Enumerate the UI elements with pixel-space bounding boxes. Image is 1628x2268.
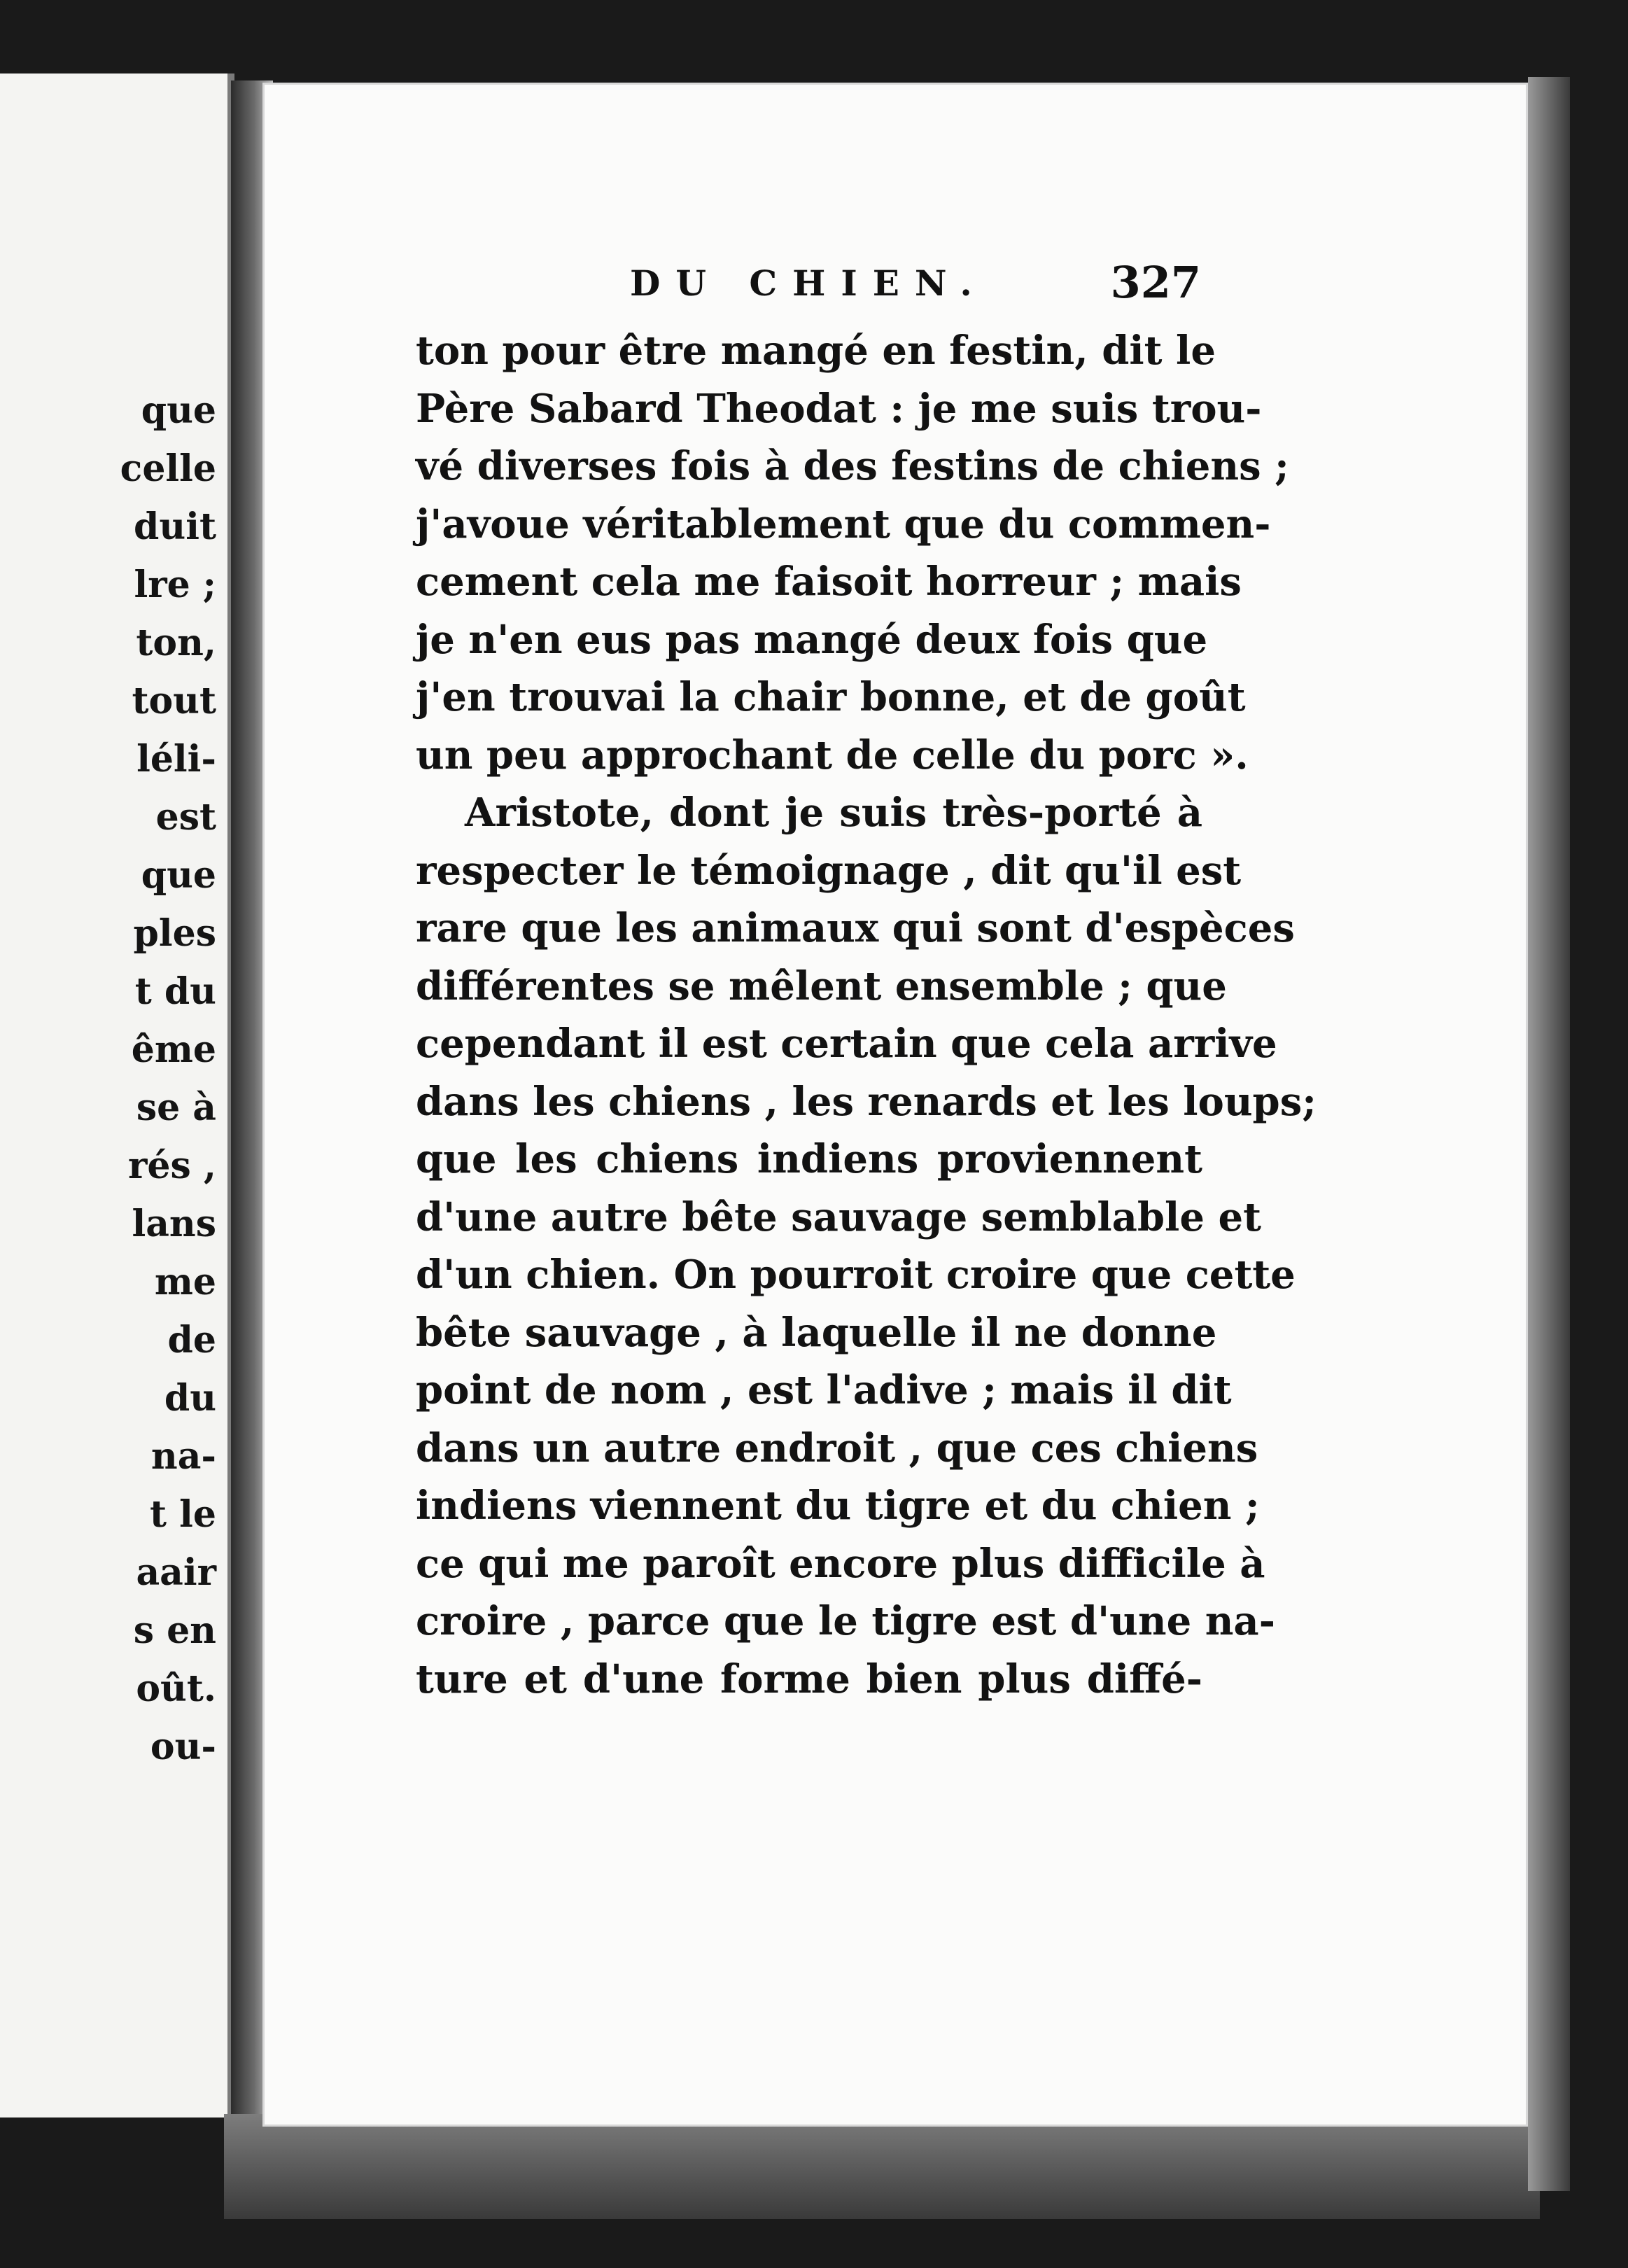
left-page-line-fragment: aair	[136, 1551, 216, 1594]
text-line: indiens viennent du tigre et du chien ;	[416, 1483, 1260, 1529]
text-line: dans les chiens , les renards et les loups;	[416, 1078, 1317, 1125]
text-line: d'une autre bête sauvage semblable et	[416, 1194, 1261, 1240]
page-number: 327	[1110, 257, 1201, 308]
left-page-line-fragment: ou-	[150, 1726, 216, 1768]
running-head	[420, 257, 1201, 318]
left-page-line-fragment: ême	[131, 1028, 216, 1071]
text-line: rare que les animaux qui sont d'espèces	[416, 905, 1295, 951]
left-page-line-fragment: t le	[150, 1493, 216, 1536]
text-line: différentes se mêlent ensemble ; que	[416, 962, 1227, 1009]
body-text	[416, 322, 1317, 1708]
left-facing-page	[0, 74, 234, 2118]
text-line: bête sauvage , à laquelle il ne donne	[416, 1309, 1217, 1356]
text-line: dans un autre endroit , que ces chiens	[416, 1424, 1258, 1471]
text-line: j'avoue véritablement que du commen-	[416, 500, 1271, 547]
left-page-line-fragment: lans	[132, 1203, 216, 1245]
left-page-line-fragment: est	[155, 796, 216, 839]
left-page-line-fragment: tout	[132, 680, 216, 722]
text-line: vé diverses fois à des festins de chiens ;	[416, 443, 1289, 489]
text-line: cependant il est certain que cela arrive	[416, 1021, 1277, 1067]
left-page-line-fragment: léli-	[136, 738, 216, 780]
running-title: DU CHIEN.	[630, 262, 988, 304]
text-line: Aristote, dont je suis très-porté à	[465, 790, 1202, 836]
left-page-line-fragment: celle	[120, 447, 216, 490]
left-page-line-fragment: s en	[133, 1609, 216, 1652]
left-page-line-fragment: na-	[150, 1435, 216, 1478]
text-line: respecter le témoignage , dit qu'il est	[416, 847, 1242, 894]
left-page-line-fragment: t du	[134, 970, 216, 1013]
page-right-edge	[1528, 77, 1570, 2191]
text-line: cement cela me faisoit horreur ; mais	[416, 559, 1242, 605]
text-line: croire , parce que le tigre est d'une na-	[416, 1598, 1275, 1644]
text-line: un peu approchant de celle du porc ».	[416, 732, 1249, 778]
left-page-line-fragment: du	[164, 1377, 216, 1420]
left-page-line-fragment: me	[154, 1261, 216, 1303]
text-line: que les chiens indiens proviennent	[416, 1136, 1202, 1182]
left-page-line-fragment: de	[167, 1319, 216, 1362]
text-line: ce qui me paroît encore plus difficile à	[416, 1540, 1265, 1587]
text-line: d'un chien. On pourroit croire que cette	[416, 1252, 1296, 1298]
left-page-line-fragment: que	[141, 854, 216, 897]
left-page-line-fragment: rés ,	[128, 1144, 216, 1187]
left-page-line-fragment: ton,	[136, 622, 216, 664]
text-line: ton pour être mangé en festin, dit le	[416, 328, 1216, 374]
text-line: je n'en eus pas mangé deux fois que	[416, 616, 1208, 663]
left-page-line-fragment: se à	[136, 1086, 216, 1129]
text-line: j'en trouvai la chair bonne, et de goût	[416, 674, 1246, 720]
left-page-line-fragment: oût.	[136, 1667, 216, 1710]
page-bottom-edge	[224, 2114, 1540, 2219]
text-line: Père Sabard Theodat : je me suis trou-	[416, 385, 1262, 432]
text-line: point de nom , est l'adive ; mais il dit	[416, 1367, 1232, 1413]
text-line: ture et d'une forme bien plus diffé-	[416, 1656, 1202, 1702]
left-page-line-fragment: duit	[134, 505, 216, 548]
left-page-line-fragment: que	[141, 389, 216, 432]
left-page-line-fragment: ples	[133, 912, 216, 955]
left-page-line-fragment: lre ;	[134, 564, 216, 606]
